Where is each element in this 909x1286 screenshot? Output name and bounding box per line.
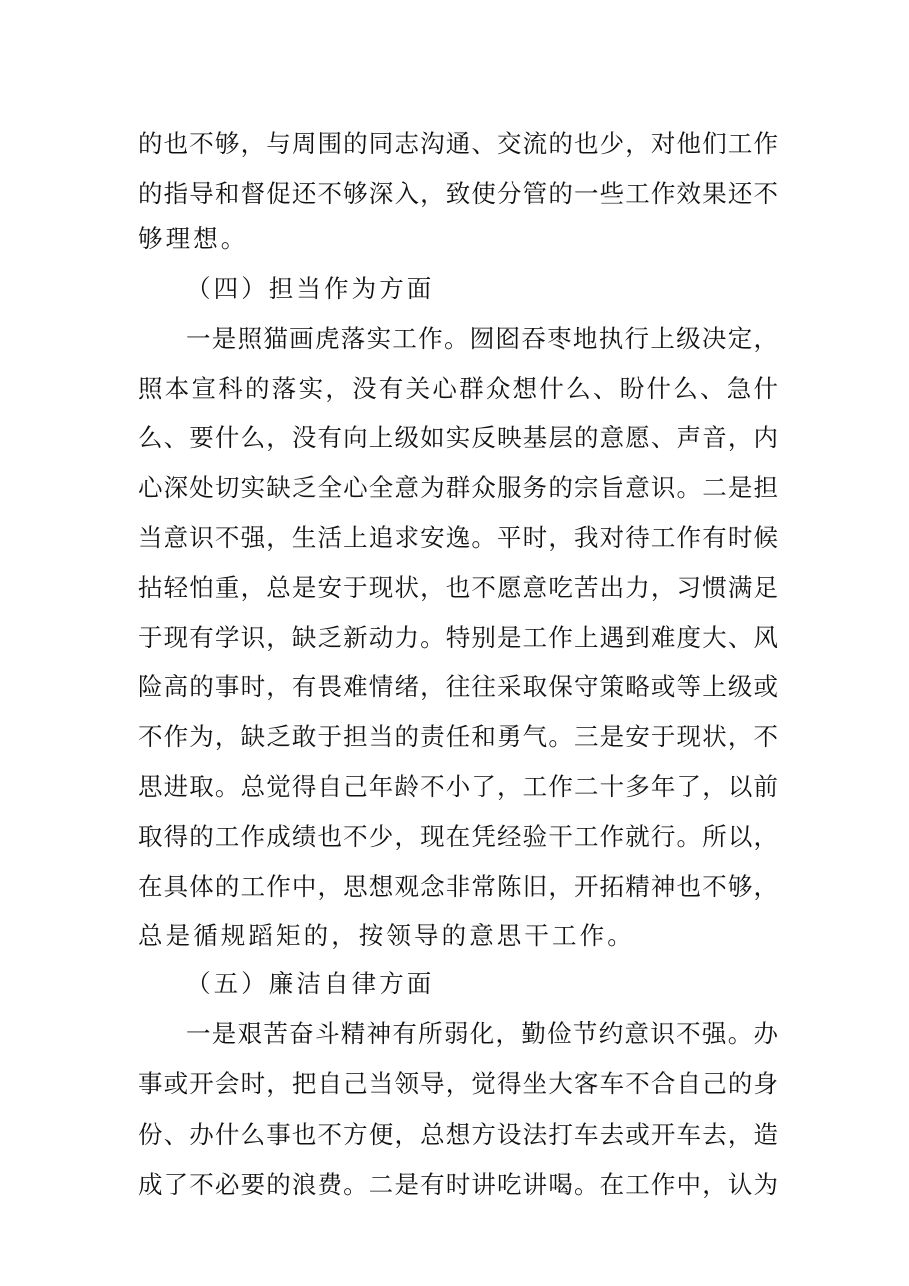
paragraph-line: 够理想。 <box>138 224 249 253</box>
paragraph-line: 一是照猫画虎落实工作。囫囵吞枣地执行上级决定， <box>186 324 778 353</box>
paragraph-line: 份、办什么事也不方便，总想方设法打车去或开车去，造 <box>138 1120 778 1149</box>
paragraph-line: 一是艰苦奋斗精神有所弱化，勤俭节约意识不强。办 <box>186 1019 778 1048</box>
paragraph-line: 于现有学识，缺乏新动力。特别是工作上遇到难度大、风 <box>138 623 778 652</box>
paragraph-line: 事或开会时，把自己当领导，觉得坐大客车不合自己的身 <box>138 1069 778 1098</box>
paragraph-line: 总是循规蹈矩的，按领导的意思干工作。 <box>138 921 635 950</box>
paragraph-line: 不作为，缺乏敢于担当的责任和勇气。三是安于现状，不 <box>138 722 778 751</box>
paragraph-line: 心深处切实缺乏全心全意为群众服务的宗旨意识。二是担 <box>138 473 778 502</box>
section-heading-5: （五）廉洁自律方面 <box>186 969 435 998</box>
section-heading-4: （四）担当作为方面 <box>186 274 435 303</box>
paragraph-line: 当意识不强，生活上追求安逸。平时，我对待工作有时候 <box>138 523 778 552</box>
paragraph-line: 成了不必要的浪费。二是有时讲吃讲喝。在工作中，认为 <box>138 1170 778 1199</box>
paragraph-line: 拈轻怕重，总是安于现状，也不愿意吃苦出力，习惯满足 <box>138 573 778 602</box>
paragraph-line: 照本宣科的落实，没有关心群众想什么、盼什么、急什 <box>138 374 778 403</box>
paragraph-line: 险高的事时，有畏难情绪，往往采取保守策略或等上级或 <box>138 672 778 701</box>
paragraph-line: 么、要什么，没有向上级如实反映基层的意愿、声音，内 <box>138 423 778 452</box>
paragraph-line: 的也不够，与周围的同志沟通、交流的也少，对他们工作 <box>138 129 778 158</box>
paragraph-line: 思进取。总觉得自己年龄不小了，工作二十多年了，以前 <box>138 772 778 801</box>
paragraph-line: 在具体的工作中，思想观念非常陈旧，开拓精神也不够， <box>138 872 778 901</box>
paragraph-line: 取得的工作成绩也不少，现在凭经验干工作就行。所以， <box>138 822 778 851</box>
paragraph-line: 的指导和督促还不够深入，致使分管的一些工作效果还不 <box>138 179 778 208</box>
